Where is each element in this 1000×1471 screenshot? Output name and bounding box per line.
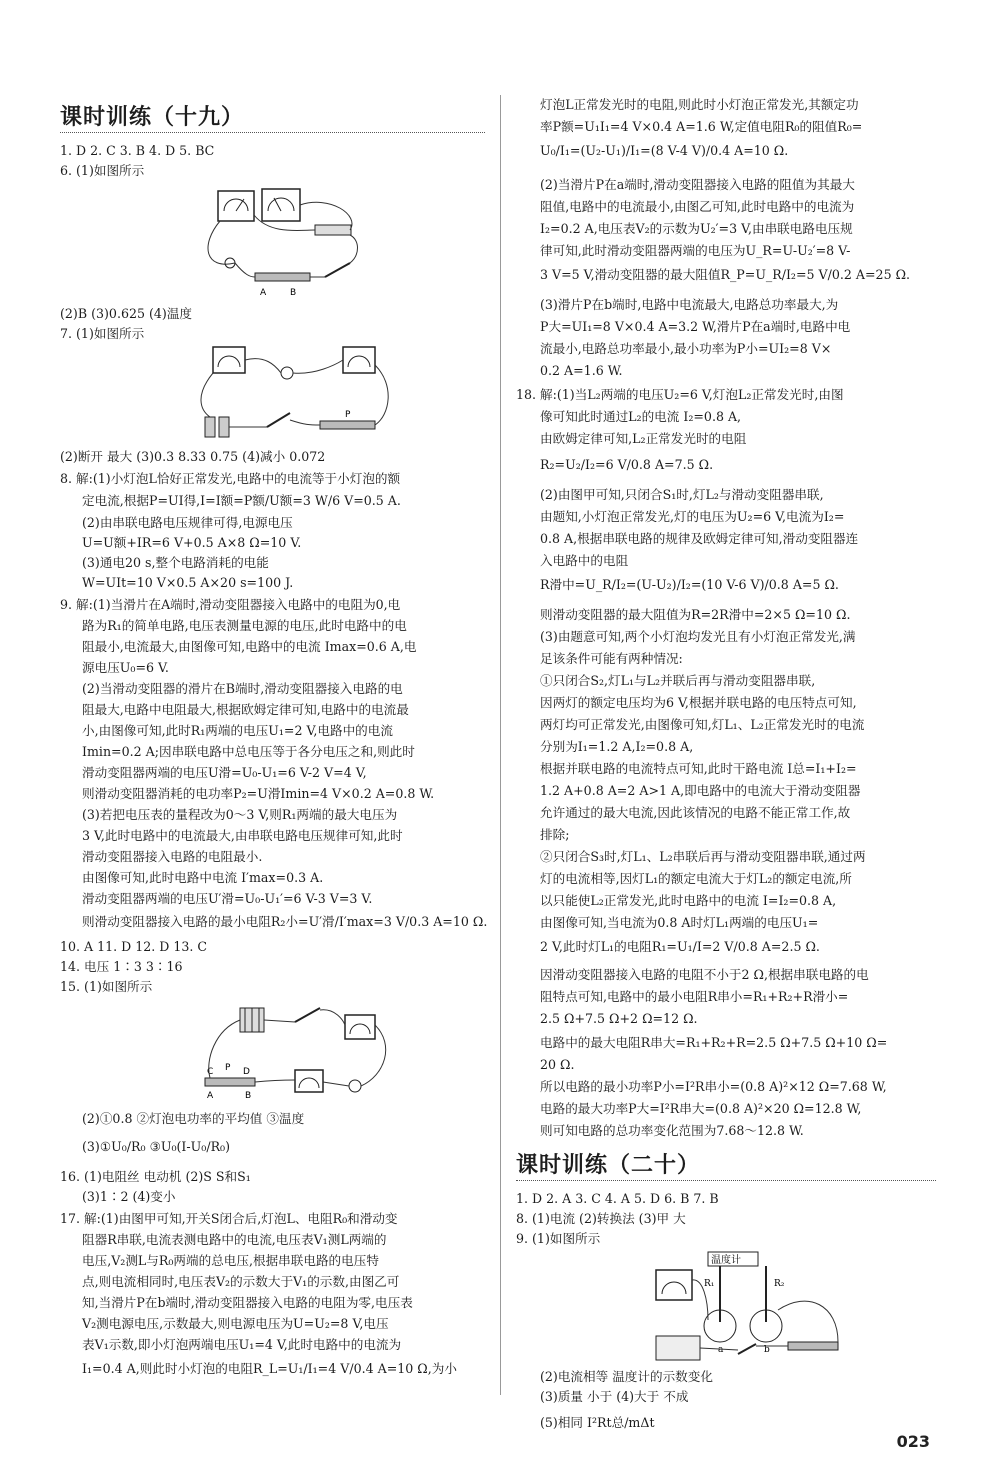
answer-line: 允许通过的最大电流,因此该情况的电路不能正常工作,故 xyxy=(540,805,851,820)
answer-line: 滑动变阻器两端的电压U′滑=U₀-U₁′=6 V-3 V=3 V. xyxy=(82,891,373,906)
answer-line: 所以电路的最小功率P小=I²R串小=(0.8 A)²×12 Ω=7.68 W, xyxy=(540,1079,887,1094)
answer-line: 定电流,根据P=UI得,I=I额=P额/U额=3 W/6 V=0.5 A. xyxy=(82,493,401,508)
answer-line: Imin=0.2 A;因串联电路中总电压等于各分电压之和,则此时 xyxy=(82,744,415,759)
svg-text:P: P xyxy=(225,1063,231,1073)
circuit-figure-15 xyxy=(195,1000,395,1105)
answer-line: (2)B (3)0.625 (4)温度 xyxy=(60,306,193,321)
answer-line: 点,则电流相同时,电压表V₂的示数大于V₁的示数,由图乙可 xyxy=(82,1274,400,1289)
answer-line: 8. (1)电流 (2)转换法 (3)甲 大 xyxy=(516,1211,686,1226)
answer-line: 6. (1)如图所示 xyxy=(60,163,145,178)
section-rule xyxy=(60,132,485,133)
answer-line: 0.8 A,根据串联电路的规律及欧姆定律可知,滑动变阻器连 xyxy=(540,531,859,546)
answer-line: 因两灯的额定电压均为6 V,根据并联电路的电压特点可知, xyxy=(540,695,857,710)
answer-line: 由欧姆定律可知,L₂正常发光时的电阻 xyxy=(540,431,747,446)
answer-line: (2)电流相等 温度计的示数变化 xyxy=(540,1369,713,1384)
answer-line: 8. 解:(1)小灯泡L恰好正常发光,电路中的电流等于小灯泡的额 xyxy=(60,471,401,486)
svg-text:b: b xyxy=(764,1345,770,1355)
answer-line: ①只闭合S₂,灯L₁与L₂并联后再与滑动变阻器串联, xyxy=(540,673,816,688)
answer-line: 18. 解:(1)当L₂两端的电压U₂=6 V,灯泡L₂正常发光时,由图 xyxy=(516,387,844,402)
answer-line: 像可知此时通过L₂的电流 I₂=0.8 A, xyxy=(540,409,742,424)
answer-line: I₂=0.2 A,电压表V₂的示数为U₂′=3 V,由串联电路电压规 xyxy=(540,221,853,236)
svg-text:D: D xyxy=(243,1067,250,1077)
answer-line: 排除; xyxy=(540,827,570,842)
answer-line: 两灯均可正常发光,由图像可知,灯L₁、L₂正常发光时的电流 xyxy=(540,717,865,732)
svg-text:B: B xyxy=(245,1091,252,1101)
answer-line: 灯的电流相等,因灯L₁的额定电流大于灯L₂的额定电流,所 xyxy=(540,871,852,886)
answer-line: 则滑动变阻器消耗的电功率P₂=U滑Imin=4 V×0.2 A=0.8 W. xyxy=(82,786,435,801)
svg-text:P: P xyxy=(345,410,351,420)
answer-line: 3 V=5 V,滑动变阻器的最大阻值R_P=U_R/I₂=5 V/0.2 A=25 Ω. xyxy=(540,267,911,282)
answer-line: ②只闭合S₃时,灯L₁、L₂串联后再与滑动变阻器串联,通过两 xyxy=(540,849,866,864)
answer-line: 表V₁示数,即小灯泡两端电压U₁=4 V,此时电路中的电流为 xyxy=(82,1337,402,1352)
answer-line: 因滑动变阻器接入电路的电阻不小于2 Ω,根据串联电路的电 xyxy=(540,967,869,982)
answer-line: U=U额+IR=6 V+0.5 A×8 Ω=10 V. xyxy=(82,535,302,550)
answer-line: W=UIt=10 V×0.5 A×20 s=100 J. xyxy=(82,575,294,590)
answer-line: 阻值,电路中的电流最小,由图乙可知,此时电路中的电流为 xyxy=(540,199,855,214)
answer-line: 则可知电路的总功率变化范围为7.68～12.8 W. xyxy=(540,1123,804,1138)
svg-text:R₂: R₂ xyxy=(774,1279,785,1289)
answer-line: 7. (1)如图所示 xyxy=(60,326,145,341)
answer-line: 阻特点可知,电路中的最小电阻R串小=R₁+R₂+R滑小= xyxy=(540,989,849,1004)
answer-line: (5)相同 I²Rt总/mΔt xyxy=(540,1415,655,1430)
answer-line: 以只能使L₂正常发光,此时电路中的电流 I=I₂=0.8 A, xyxy=(540,893,837,908)
answer-line: 由图像可知,当电流为0.8 A时灯L₁两端的电压U₁= xyxy=(540,915,819,930)
answer-line: (2)由串联电路电压规律可得,电源电压 xyxy=(82,515,293,530)
answer-line: 电路的最大功率P大=I²R串大=(0.8 A)²×20 Ω=12.8 W, xyxy=(540,1101,862,1116)
answer-line: 由图像可知,此时电路中电流 I′max=0.3 A. xyxy=(82,870,324,885)
answer-line: 足该条件可能有两种情况: xyxy=(540,651,683,666)
answer-line: 电压,V₂测L与R₀两端的总电压,根据串联电路的电压特 xyxy=(82,1253,379,1268)
page-number: 023 xyxy=(896,1432,930,1451)
section-rule xyxy=(516,1180,936,1181)
answer-line: 路为R₁的简单电路,电压表测量电源的电压,此时电路中的电 xyxy=(82,618,407,633)
svg-text:R₁: R₁ xyxy=(704,1279,715,1289)
answer-line: 20 Ω. xyxy=(540,1057,575,1072)
answer-line: 1.2 A+0.8 A=2 A>1 A,即电路中的电流大于滑动变阻器 xyxy=(540,783,861,798)
answer-line: (2)当滑片P在a端时,滑动变阻器接入电路的阻值为其最大 xyxy=(540,177,855,192)
answer-line: 2 V,此时灯L₁的电阻R₁=U₁/I=2 V/0.8 A=2.5 Ω. xyxy=(540,939,820,954)
answer-line: 3 V,此时电路中的电流最大,由串联电路电压规律可知,此时 xyxy=(82,828,403,843)
answer-line: 14. 电压 1∶3 3∶16 xyxy=(60,959,183,974)
answer-line: 2.5 Ω+7.5 Ω+2 Ω=12 Ω. xyxy=(540,1011,698,1026)
answer-line: 阻器R串联,电流表测电路中的电流,电压表V₁测L两端的 xyxy=(82,1232,387,1247)
column-divider xyxy=(500,95,501,1395)
svg-text:C: C xyxy=(207,1067,214,1077)
answer-line: (3)通电20 s,整个电路消耗的电能 xyxy=(82,555,269,570)
circuit-figure-6 xyxy=(200,185,370,305)
answer-line: 16. (1)电阻丝 电动机 (2)S S和S₁ xyxy=(60,1169,251,1184)
answer-line: 率P额=U₁I₁=4 V×0.4 A=1.6 W,定值电阻R₀的阻值R₀= xyxy=(540,119,863,134)
svg-text:A: A xyxy=(260,288,267,298)
answer-line: V₂测电源电压,示数最大,则电源电压为U=U₂=8 V,电压 xyxy=(82,1316,389,1331)
answer-line: 9. (1)如图所示 xyxy=(516,1231,601,1246)
answer-line: 阻最大,电路中电阻最大,根据欧姆定律可知,电路中的电流最 xyxy=(82,702,409,717)
answer-line: 阻最小,电流最大,由图像可知,电路中的电流 Imax=0.6 A,电 xyxy=(82,639,417,654)
answer-line: 由题知,小灯泡正常发光,灯的电压为U₂=6 V,电流为I₂= xyxy=(540,509,845,524)
svg-text:B: B xyxy=(290,288,297,298)
answer-line: U₀/I₁=(U₂-U₁)/I₁=(8 V-4 V)/0.4 A=10 Ω. xyxy=(540,143,789,158)
answer-line: P大=UI₁=8 V×0.4 A=3.2 W,滑片P在a端时,电路中电 xyxy=(540,319,851,334)
answer-line: 则滑动变阻器的最大阻值为R=2R滑中=2×5 Ω=10 Ω. xyxy=(540,607,851,622)
answer-line: 滑动变阻器两端的电压U滑=U₀-U₁=6 V-2 V=4 V, xyxy=(82,765,367,780)
answer-line: 10. A 11. D 12. D 13. C xyxy=(60,939,208,954)
answer-line: (3)①U₀/R₀ ③U₀(I-U₀/R₀) xyxy=(82,1139,231,1154)
answer-line: 入电路中的电阻 xyxy=(540,553,629,568)
answer-line: 9. 解:(1)当滑片在A端时,滑动变阻器接入电路中的电阻为0,电 xyxy=(60,597,401,612)
answer-line: R滑中=U_R/I₂=(U-U₂)/I₂=(10 V-6 V)/0.8 A=5 Ω. xyxy=(540,577,839,592)
answer-line: (3)1∶2 (4)变小 xyxy=(82,1189,176,1204)
answer-line: (2)①0.8 ②灯泡电功率的平均值 ③温度 xyxy=(82,1111,305,1126)
answer-line: 知,当滑片P在b端时,滑动变阻器接入电路的电阻为零,电压表 xyxy=(82,1295,413,1310)
answer-line: (2)由图甲可知,只闭合S₁时,灯L₂与滑动变阻器串联, xyxy=(540,487,824,502)
answer-line: 分别为I₁=1.2 A,I₂=0.8 A, xyxy=(540,739,694,754)
circuit-figure-7 xyxy=(195,345,395,440)
answer-line: 根据并联电路的电流特点可知,此时干路电流 I总=I₁+I₂= xyxy=(540,761,857,776)
answer-line: (3)质量 小于 (4)大于 不成 xyxy=(540,1389,689,1404)
answer-line: 源电压U₀=6 V. xyxy=(82,660,169,675)
answer-line: 律可知,此时滑动变阻器两端的电压为U_R=U-U₂′=8 V- xyxy=(540,243,851,258)
answer-line: 0.2 A=1.6 W. xyxy=(540,363,623,378)
answer-line: (3)滑片P在b端时,电路中电流最大,电路总功率最大,为 xyxy=(540,297,839,312)
answer-line: 17. 解:(1)由图甲可知,开关S闭合后,灯泡L、电阻R₀和滑动变 xyxy=(60,1211,398,1226)
answer-line: (2)断开 最大 (3)0.3 8.33 0.75 (4)减小 0.072 xyxy=(60,449,326,464)
answer-line: 小,由图像可知,此时R₁两端的电压U₁=2 V,电路中的电流 xyxy=(82,723,393,738)
section-title-19: 课时训练（十九） xyxy=(60,105,245,130)
circuit-figure-20-9 xyxy=(648,1250,848,1365)
answer-line: 1. D 2. A 3. C 4. A 5. D 6. B 7. B xyxy=(516,1191,719,1206)
answer-line: (3)由题意可知,两个小灯泡均发光且有小灯泡正常发光,满 xyxy=(540,629,856,644)
answer-line: 1. D 2. C 3. B 4. D 5. BC xyxy=(60,143,215,158)
thermometer-label: 温度计 xyxy=(711,1255,741,1266)
answer-line: 灯泡L正常发光时的电阻,则此时小灯泡正常发光,其额定功 xyxy=(540,97,859,112)
answer-line: I₁=0.4 A,则此时小灯泡的电阻R_L=U₁/I₁=4 V/0.4 A=10 Ω,为小 xyxy=(82,1361,457,1376)
svg-text:A: A xyxy=(207,1091,214,1101)
svg-text:a: a xyxy=(718,1345,724,1355)
answer-line: R₂=U₂/I₂=6 V/0.8 A=7.5 Ω. xyxy=(540,457,714,472)
answer-line: 滑动变阻器接入电路的电阻最小. xyxy=(82,849,263,864)
answer-line: (2)当滑动变阻器的滑片在B端时,滑动变阻器接入电路的电 xyxy=(82,681,403,696)
section-title-20: 课时训练（二十） xyxy=(516,1153,701,1178)
answer-line: 流最小,电路总功率最小,最小功率为P小=UI₂=8 V× xyxy=(540,341,832,356)
answer-line: (3)若把电压表的量程改为0～3 V,则R₁两端的最大电压为 xyxy=(82,807,398,822)
answer-line: 15. (1)如图所示 xyxy=(60,979,153,994)
answer-line: 电路中的最大电阻R串大=R₁+R₂+R=2.5 Ω+7.5 Ω+10 Ω= xyxy=(540,1035,888,1050)
answer-line: 则滑动变阻器接入电路的最小电阻R₂小=U′滑/I′max=3 V/0.3 A=10 Ω. xyxy=(82,914,488,929)
